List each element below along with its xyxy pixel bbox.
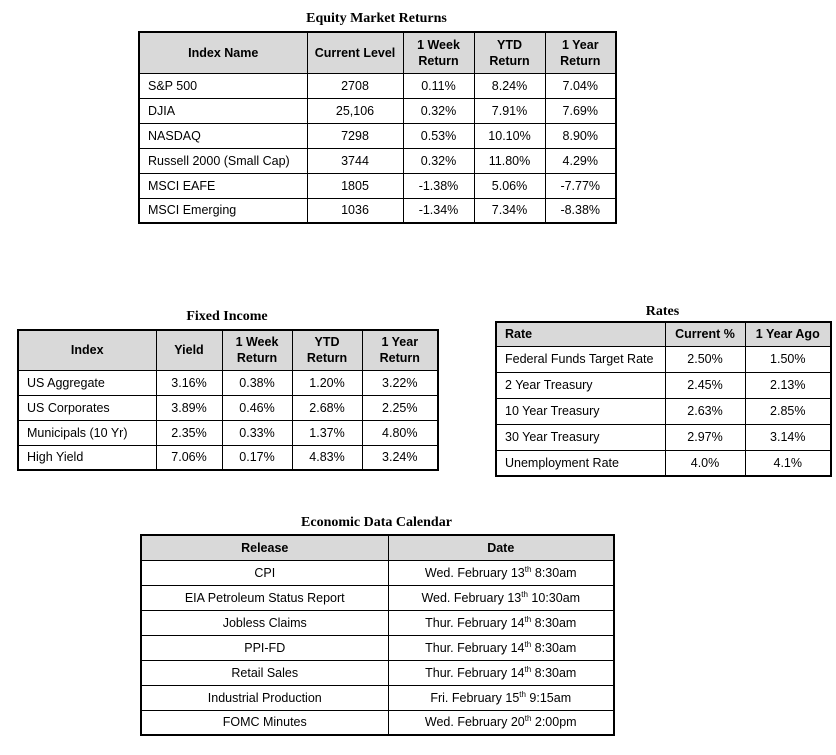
rates-cell: 2.13% — [745, 372, 831, 398]
fixed-cell: US Aggregate — [18, 370, 156, 395]
rates-header-year-ago: 1 Year Ago — [745, 322, 831, 346]
table-row — [18, 445, 438, 470]
fixed-cell: Municipals (10 Yr) — [18, 420, 156, 445]
rates-cell: 2.97% — [665, 424, 745, 450]
calendar-title: Economic Data Calendar — [301, 515, 452, 530]
equity-cell: 7.69% — [545, 98, 616, 123]
table-row — [141, 560, 614, 585]
rates-table-block — [495, 321, 832, 477]
rates-cell: Federal Funds Target Rate — [496, 346, 665, 372]
fixed-cell: 3.24% — [362, 445, 438, 470]
fixed-income-table-block — [17, 329, 439, 471]
fixed-cell: 0.33% — [222, 420, 292, 445]
equity-cell: 7298 — [307, 123, 403, 148]
equity-cell: DJIA — [139, 98, 307, 123]
equity-cell: 11.80% — [474, 148, 545, 173]
table-row — [139, 73, 616, 98]
calendar-release: Jobless Claims — [141, 610, 388, 635]
rates-cell: 4.1% — [745, 450, 831, 476]
calendar-table-block — [140, 534, 615, 736]
calendar-date: Fri. February 15th 9:15am — [388, 685, 614, 710]
table-row — [139, 198, 616, 223]
equity-table — [138, 31, 617, 224]
rates-cell: 2.85% — [745, 398, 831, 424]
table-row — [141, 610, 614, 635]
equity-cell: S&P 500 — [139, 73, 307, 98]
table-row — [496, 424, 831, 450]
rates-cell: 2.50% — [665, 346, 745, 372]
fixed-cell: 3.16% — [156, 370, 222, 395]
fixed-header-ytd: YTD Return — [292, 330, 362, 370]
equity-cell: 0.32% — [403, 148, 474, 173]
rates-cell: 2 Year Treasury — [496, 372, 665, 398]
fixed-header-week: 1 Week Return — [222, 330, 292, 370]
equity-cell: 0.53% — [403, 123, 474, 148]
calendar-release: FOMC Minutes — [141, 710, 388, 735]
equity-cell: 4.29% — [545, 148, 616, 173]
table-row — [139, 123, 616, 148]
equity-cell: 2708 — [307, 73, 403, 98]
equity-cell: 1805 — [307, 173, 403, 198]
fixed-cell: 4.80% — [362, 420, 438, 445]
fixed-income-title: Fixed Income — [186, 309, 268, 324]
equity-cell: -8.38% — [545, 198, 616, 223]
fixed-cell: 0.46% — [222, 395, 292, 420]
rates-cell: 30 Year Treasury — [496, 424, 665, 450]
equity-header-index: Index Name — [139, 32, 307, 73]
fixed-cell: 2.25% — [362, 395, 438, 420]
fixed-cell: 2.35% — [156, 420, 222, 445]
calendar-release: Industrial Production — [141, 685, 388, 710]
fixed-cell: High Yield — [18, 445, 156, 470]
fixed-cell: US Corporates — [18, 395, 156, 420]
calendar-date: Wed. February 20th 2:00pm — [388, 710, 614, 735]
equity-cell: 25,106 — [307, 98, 403, 123]
rates-cell: 4.0% — [665, 450, 745, 476]
fixed-cell: 0.38% — [222, 370, 292, 395]
rates-cell: 2.63% — [665, 398, 745, 424]
calendar-header-release: Release — [141, 535, 388, 560]
equity-cell: MSCI Emerging — [139, 198, 307, 223]
equity-cell: 0.11% — [403, 73, 474, 98]
rates-header-current: Current % — [665, 322, 745, 346]
calendar-table — [140, 534, 615, 736]
equity-cell: 0.32% — [403, 98, 474, 123]
table-row — [496, 450, 831, 476]
calendar-date: Wed. February 13th 10:30am — [388, 585, 614, 610]
fixed-header-yield: Yield — [156, 330, 222, 370]
table-row — [141, 635, 614, 660]
table-row — [18, 370, 438, 395]
equity-header-year: 1 Year Return — [545, 32, 616, 73]
equity-cell: 7.91% — [474, 98, 545, 123]
rates-cell: 3.14% — [745, 424, 831, 450]
table-row — [139, 148, 616, 173]
equity-cell: MSCI EAFE — [139, 173, 307, 198]
equity-cell: 1036 — [307, 198, 403, 223]
table-row — [496, 398, 831, 424]
equity-cell: 8.90% — [545, 123, 616, 148]
equity-cell: 7.34% — [474, 198, 545, 223]
equity-cell: NASDAQ — [139, 123, 307, 148]
fixed-cell: 3.22% — [362, 370, 438, 395]
fixed-cell: 7.06% — [156, 445, 222, 470]
fixed-cell: 4.83% — [292, 445, 362, 470]
table-row — [141, 585, 614, 610]
equity-cell: -1.34% — [403, 198, 474, 223]
equity-cell: 3744 — [307, 148, 403, 173]
equity-cell: 7.04% — [545, 73, 616, 98]
calendar-release: CPI — [141, 560, 388, 585]
fixed-header-index: Index — [18, 330, 156, 370]
fixed-cell: 1.20% — [292, 370, 362, 395]
equity-table-block — [138, 31, 617, 224]
calendar-date: Wed. February 13th 8:30am — [388, 560, 614, 585]
rates-table — [495, 321, 832, 477]
equity-header-week: 1 Week Return — [403, 32, 474, 73]
fixed-cell: 2.68% — [292, 395, 362, 420]
table-row — [496, 372, 831, 398]
fixed-cell: 3.89% — [156, 395, 222, 420]
rates-title: Rates — [645, 304, 680, 319]
rates-cell: Unemployment Rate — [496, 450, 665, 476]
equity-cell: 8.24% — [474, 73, 545, 98]
table-row — [141, 685, 614, 710]
table-row — [141, 660, 614, 685]
calendar-release: Retail Sales — [141, 660, 388, 685]
table-row — [18, 395, 438, 420]
table-row — [496, 346, 831, 372]
equity-cell: 10.10% — [474, 123, 545, 148]
equity-cell: 5.06% — [474, 173, 545, 198]
calendar-release: EIA Petroleum Status Report — [141, 585, 388, 610]
equity-cell: -1.38% — [403, 173, 474, 198]
rates-cell: 10 Year Treasury — [496, 398, 665, 424]
fixed-cell: 1.37% — [292, 420, 362, 445]
calendar-header-date: Date — [388, 535, 614, 560]
calendar-date: Thur. February 14th 8:30am — [388, 660, 614, 685]
equity-cell: -7.77% — [545, 173, 616, 198]
calendar-release: PPI-FD — [141, 635, 388, 660]
rates-cell: 2.45% — [665, 372, 745, 398]
fixed-header-year: 1 Year Return — [362, 330, 438, 370]
rates-header-rate: Rate — [496, 322, 665, 346]
equity-header-level: Current Level — [307, 32, 403, 73]
calendar-date: Thur. February 14th 8:30am — [388, 635, 614, 660]
fixed-income-table — [17, 329, 439, 471]
table-row — [18, 420, 438, 445]
table-row — [141, 710, 614, 735]
equity-cell: Russell 2000 (Small Cap) — [139, 148, 307, 173]
equity-header-ytd: YTD Return — [474, 32, 545, 73]
fixed-cell: 0.17% — [222, 445, 292, 470]
equity-title: Equity Market Returns — [306, 11, 447, 26]
calendar-date: Thur. February 14th 8:30am — [388, 610, 614, 635]
table-row — [139, 173, 616, 198]
table-row — [139, 98, 616, 123]
rates-cell: 1.50% — [745, 346, 831, 372]
